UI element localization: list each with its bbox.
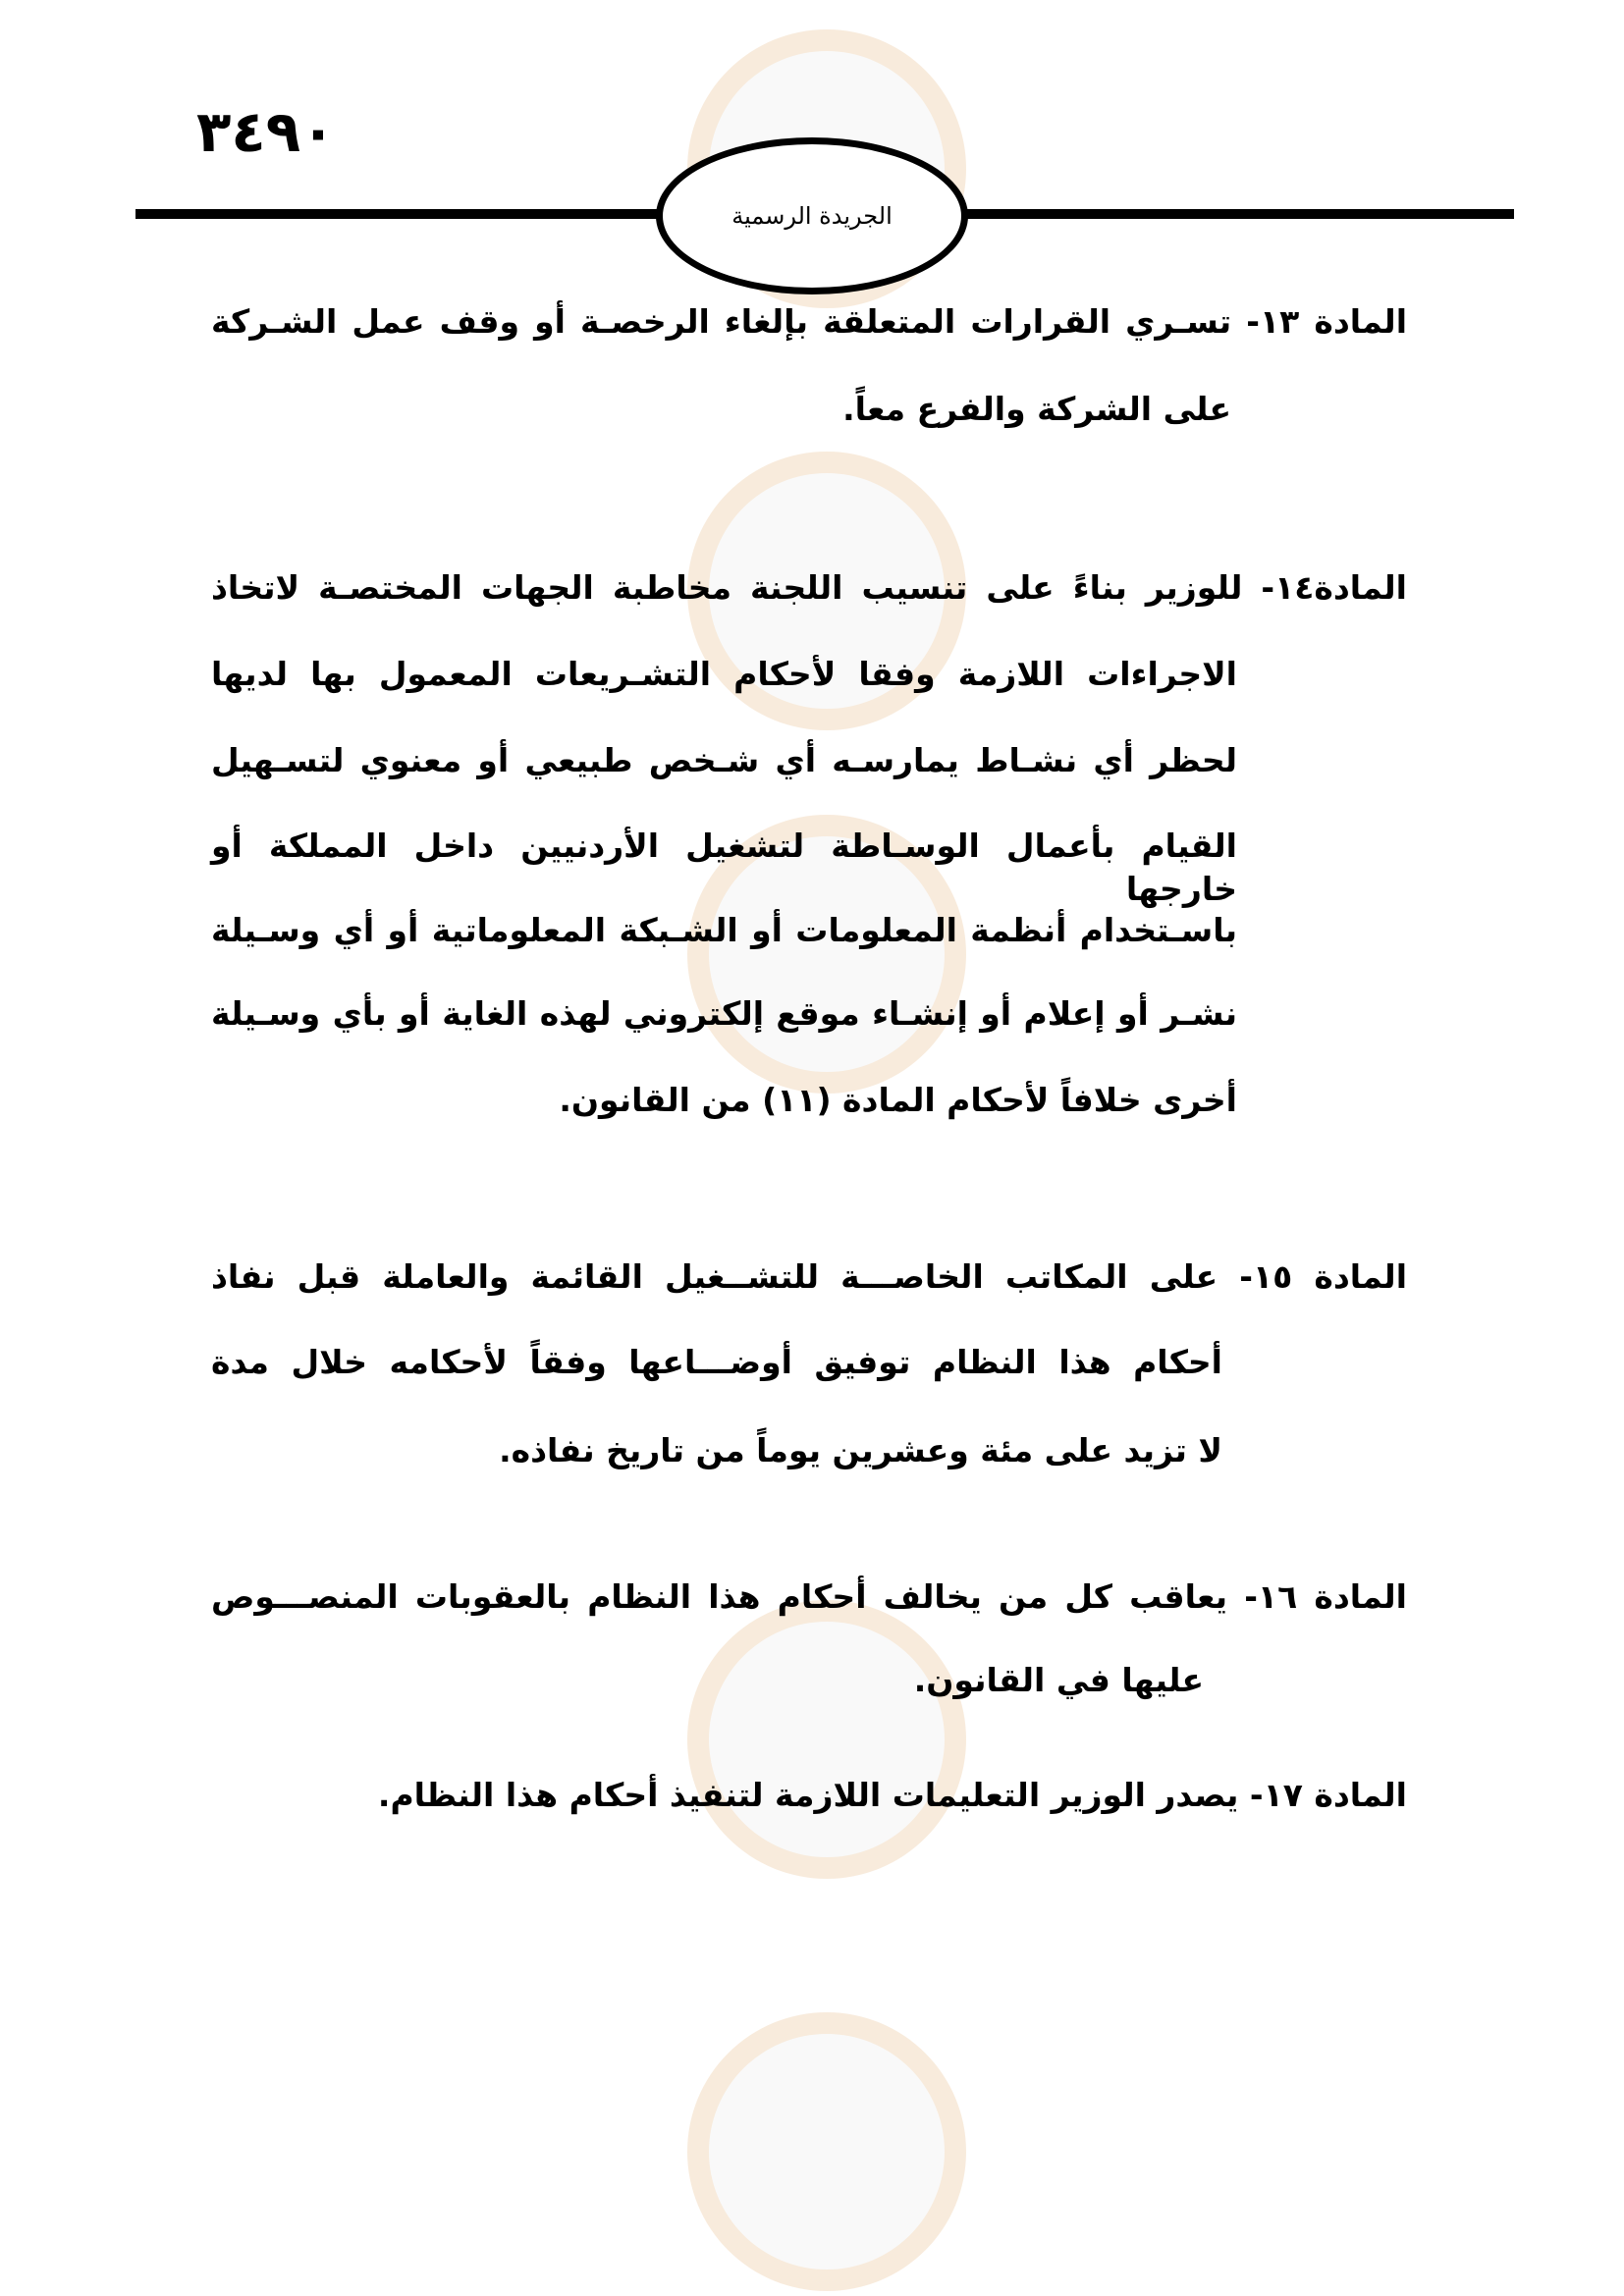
gazette-title-oval xyxy=(656,137,968,294)
article-line: المادة ١٦- يعاقب كل من يخالف أحكام هذا النظام بالعقوبات المنصـــوص xyxy=(211,1577,1407,1616)
article-line: أخرى خلافاً لأحكام المادة (١١) من القانون. xyxy=(559,1081,1237,1119)
article-line: المادة ١٧- يصدر الوزير التعليمات اللازمة لتنفيذ أحكام هذا النظام. xyxy=(377,1776,1407,1814)
article-line: على الشركة والفرع معاً. xyxy=(842,390,1231,428)
article-line: باسـتخدام أنظمة المعلومات أو الشـبكة المعلوماتية أو أي وسـيلة xyxy=(211,911,1237,949)
watermark-clock xyxy=(687,2012,966,2291)
watermark-clock xyxy=(687,1600,966,1879)
article-line: القيام بأعمال الوسـاطة لتشغيل الأردنيين داخل المملكة أو خارجها xyxy=(211,827,1237,908)
article-line: لا تزيد على مئة وعشرين يوماً من تاريخ نفاذه. xyxy=(499,1431,1222,1469)
gazette-title: الجريدة الرسمية xyxy=(731,202,893,230)
article-line: نشـر أو إعلام أو إنشـاء موقع إلكتروني لهذه الغاية أو بأي وسـيلة xyxy=(211,994,1237,1033)
article-line: لحظر أي نشـاط يمارسـه أي شـخص طبيعي أو معنوي لتسـهيل xyxy=(211,741,1237,779)
article-line: المادة١٤- للوزير بناءً على تنسيب اللجنة مخاطبة الجهات المختصـة لاتخاذ xyxy=(211,568,1407,607)
article-line: الاجراءات اللازمة وفقا لأحكام التشـريعات المعمول بها لديها xyxy=(211,655,1237,693)
article-line: عليها في القانون. xyxy=(913,1661,1204,1699)
article-line: أحكام هذا النظام توفيق أوضـــاعها وفقاً لأحكامه خلال مدة xyxy=(211,1343,1222,1381)
article-line: المادة ١٥- على المكاتب الخاصـــة للتشــغيل القائمة والعاملة قبل نفاذ xyxy=(211,1257,1408,1296)
article-line: المادة ١٣- تسـري القرارات المتعلقة بإلغاء الرخصـة أو وقف عمل الشـركة xyxy=(211,302,1408,341)
page-number: ٣٤٩٠ xyxy=(196,98,336,165)
